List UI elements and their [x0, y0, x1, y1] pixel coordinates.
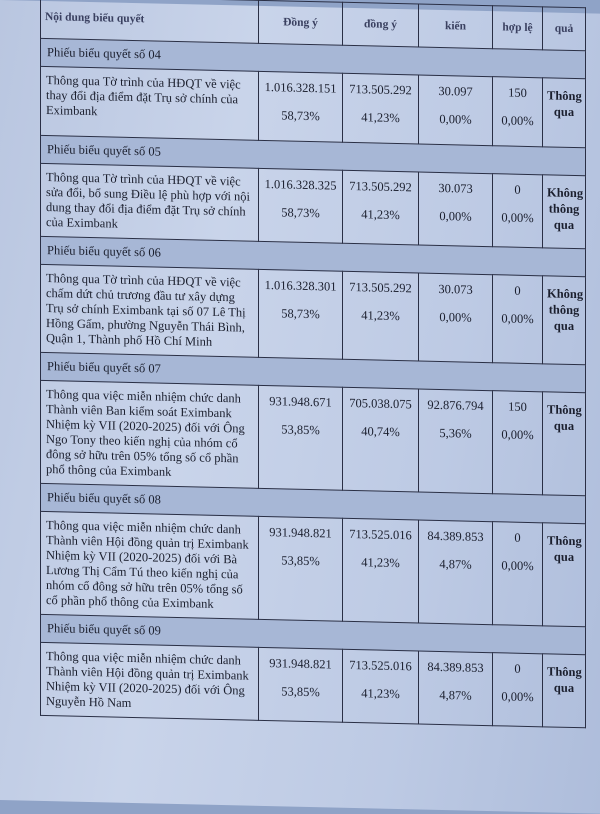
no-opinion-pct: 0,00%	[439, 208, 472, 224]
section-title: Phiếu biểu quyết số 04	[41, 38, 586, 78]
no-opinion-cell	[419, 389, 493, 494]
table-row	[41, 511, 586, 626]
agree-pct: 58,73%	[281, 108, 320, 124]
no-opinion-count: 30.073	[438, 180, 473, 196]
disagree-pct: 41,23%	[361, 207, 400, 223]
invalid-cell	[493, 522, 543, 626]
table-row	[41, 642, 586, 727]
header-content: Nội dung biểu quyết	[41, 0, 259, 43]
header-invalid: hợp lệ	[493, 6, 543, 50]
result-cell: Không thông qua	[543, 276, 586, 365]
no-opinion-count: 84.389.853	[427, 659, 484, 675]
section-title: Phiếu biểu quyết số 07	[41, 352, 586, 392]
section-title: Phiếu biểu quyết số 09	[41, 614, 586, 654]
table-row	[41, 380, 586, 495]
agree-pct: 58,73%	[281, 205, 320, 221]
agree-pct: 58,73%	[281, 306, 320, 322]
result-cell: Không thông qua	[543, 175, 586, 249]
no-opinion-count: 30.073	[438, 281, 473, 297]
no-opinion-cell	[419, 520, 493, 625]
disagree-count: 713.505.292	[349, 178, 412, 195]
section-title: Phiếu biểu quyết số 05	[41, 135, 586, 175]
disagree-pct: 41,23%	[361, 110, 400, 126]
disagree-cell	[343, 73, 419, 144]
table-row	[41, 163, 586, 248]
disagree-cell	[343, 649, 419, 724]
disagree-count: 713.505.292	[349, 81, 412, 98]
invalid-cell	[493, 653, 543, 727]
invalid-count: 0	[514, 530, 521, 545]
disagree-cell	[343, 518, 419, 623]
disagree-count: 713.525.016	[349, 526, 412, 543]
agree-cell	[259, 269, 343, 359]
no-opinion-cell	[419, 172, 493, 247]
disagree-cell	[343, 387, 419, 492]
header-agree: Đồng ý	[259, 0, 343, 45]
agree-count: 1.016.328.325	[264, 177, 337, 193]
invalid-cell	[493, 77, 543, 147]
no-opinion-cell	[419, 273, 493, 363]
agree-count: 1.016.328.151	[264, 80, 337, 96]
header-result: quả	[543, 7, 586, 51]
agree-count: 931.948.821	[269, 656, 332, 672]
table-row	[41, 66, 586, 147]
disagree-pct: 41,23%	[361, 555, 400, 571]
disagree-count: 705.038.075	[349, 395, 412, 412]
header-disagree: đồng ý	[343, 2, 419, 47]
invalid-pct: 0,00%	[501, 113, 534, 129]
invalid-count: 0	[514, 182, 521, 197]
no-opinion-count: 84.389.853	[427, 528, 484, 544]
no-opinion-pct: 4,87%	[439, 556, 472, 572]
disagree-cell	[343, 170, 419, 245]
agree-pct: 53,85%	[281, 684, 320, 700]
vote-content: Thông qua Tờ trình của HĐQT về việc sửa đổi, bổ sung Điều lệ phù hợp với nội dung thay đổi địa điểm đặt Trụ sở chính của Eximbank	[41, 163, 259, 241]
no-opinion-count: 92.876.794	[427, 397, 484, 413]
header-no-opinion: kiến	[419, 4, 493, 49]
table-body	[41, 38, 586, 727]
invalid-pct: 0,00%	[501, 427, 534, 443]
no-opinion-cell	[419, 75, 493, 146]
vote-content: Thông qua Tờ trình của HĐQT về việc thay đổi địa điểm đặt Trụ sở chính của Eximbank	[41, 66, 259, 140]
disagree-pct: 41,23%	[361, 308, 400, 324]
invalid-count: 150	[508, 85, 527, 100]
invalid-pct: 0,00%	[501, 311, 534, 327]
agree-cell	[259, 647, 343, 722]
result-cell: Thông qua	[543, 392, 586, 496]
vote-content: Thông qua việc miễn nhiệm chức danh Thành viên Hội đồng quản trị Eximbank Nhiệm kỳ VII (2020-2025) đối với Bà Lương Thị Cẩm Tú theo kiến nghị của nhóm cổ đông sở hữu trên 05% tổng số cổ phần phổ thông của Eximbank	[41, 511, 259, 619]
result-cell: Thông qua	[543, 78, 586, 148]
agree-cell	[259, 71, 343, 142]
invalid-pct: 0,00%	[501, 210, 534, 226]
agree-count: 931.948.821	[269, 525, 332, 541]
invalid-cell	[493, 391, 543, 495]
section-title: Phiếu biểu quyết số 08	[41, 483, 586, 523]
agree-count: 931.948.671	[269, 394, 332, 410]
invalid-pct: 0,00%	[501, 689, 534, 705]
no-opinion-pct: 0,00%	[439, 111, 472, 127]
result-cell: Thông qua	[543, 654, 586, 728]
invalid-count: 0	[514, 283, 521, 298]
disagree-cell	[343, 271, 419, 361]
agree-pct: 53,85%	[281, 553, 320, 569]
invalid-pct: 0,00%	[501, 558, 534, 574]
no-opinion-count: 30.097	[438, 83, 473, 99]
agree-pct: 53,85%	[281, 422, 320, 438]
no-opinion-pct: 4,87%	[439, 687, 472, 703]
table-row	[41, 264, 586, 364]
invalid-count: 150	[508, 399, 527, 414]
vote-content: Thông qua việc miễn nhiệm chức danh Thành viên Ban kiểm soát Eximbank Nhiệm kỳ VII (2020-2025) đối với Ông Ngo Tony theo kiến nghị của nhóm cổ đông sở hữu trên 05% tổng số cổ phần phổ thông của Eximbank	[41, 380, 259, 488]
disagree-pct: 41,23%	[361, 686, 400, 702]
vote-content: Thông qua việc miễn nhiệm chức danh Thành viên Hội đồng quản trị Eximbank Nhiệm kỳ VII (2020-2025) đối với Ông Nguyễn Hồ Nam	[41, 642, 259, 720]
invalid-cell	[493, 275, 543, 364]
vote-content: Thông qua Tờ trình của HĐQT về việc chấm dứt chủ trương đầu tư xây dựng Trụ sở chính Eximbank tại số 07 Lê Thị Hồng Gấm, phường Nguyễn Thái Bình, Quận 1, Thành phố Hồ Chí Minh	[41, 264, 259, 357]
agree-count: 1.016.328.301	[264, 278, 337, 294]
disagree-pct: 40,74%	[361, 424, 400, 440]
no-opinion-pct: 5,36%	[439, 425, 472, 441]
invalid-cell	[493, 174, 543, 248]
no-opinion-pct: 0,00%	[439, 309, 472, 325]
section-title: Phiếu biểu quyết số 06	[41, 236, 586, 276]
no-opinion-cell	[419, 651, 493, 726]
agree-cell	[259, 516, 343, 621]
result-cell: Thông qua	[543, 523, 586, 627]
invalid-count: 0	[514, 661, 521, 676]
voting-results-table	[40, 0, 586, 728]
agree-cell	[259, 168, 343, 243]
agree-cell	[259, 385, 343, 490]
disagree-count: 713.505.292	[349, 279, 412, 296]
disagree-count: 713.525.016	[349, 657, 412, 674]
